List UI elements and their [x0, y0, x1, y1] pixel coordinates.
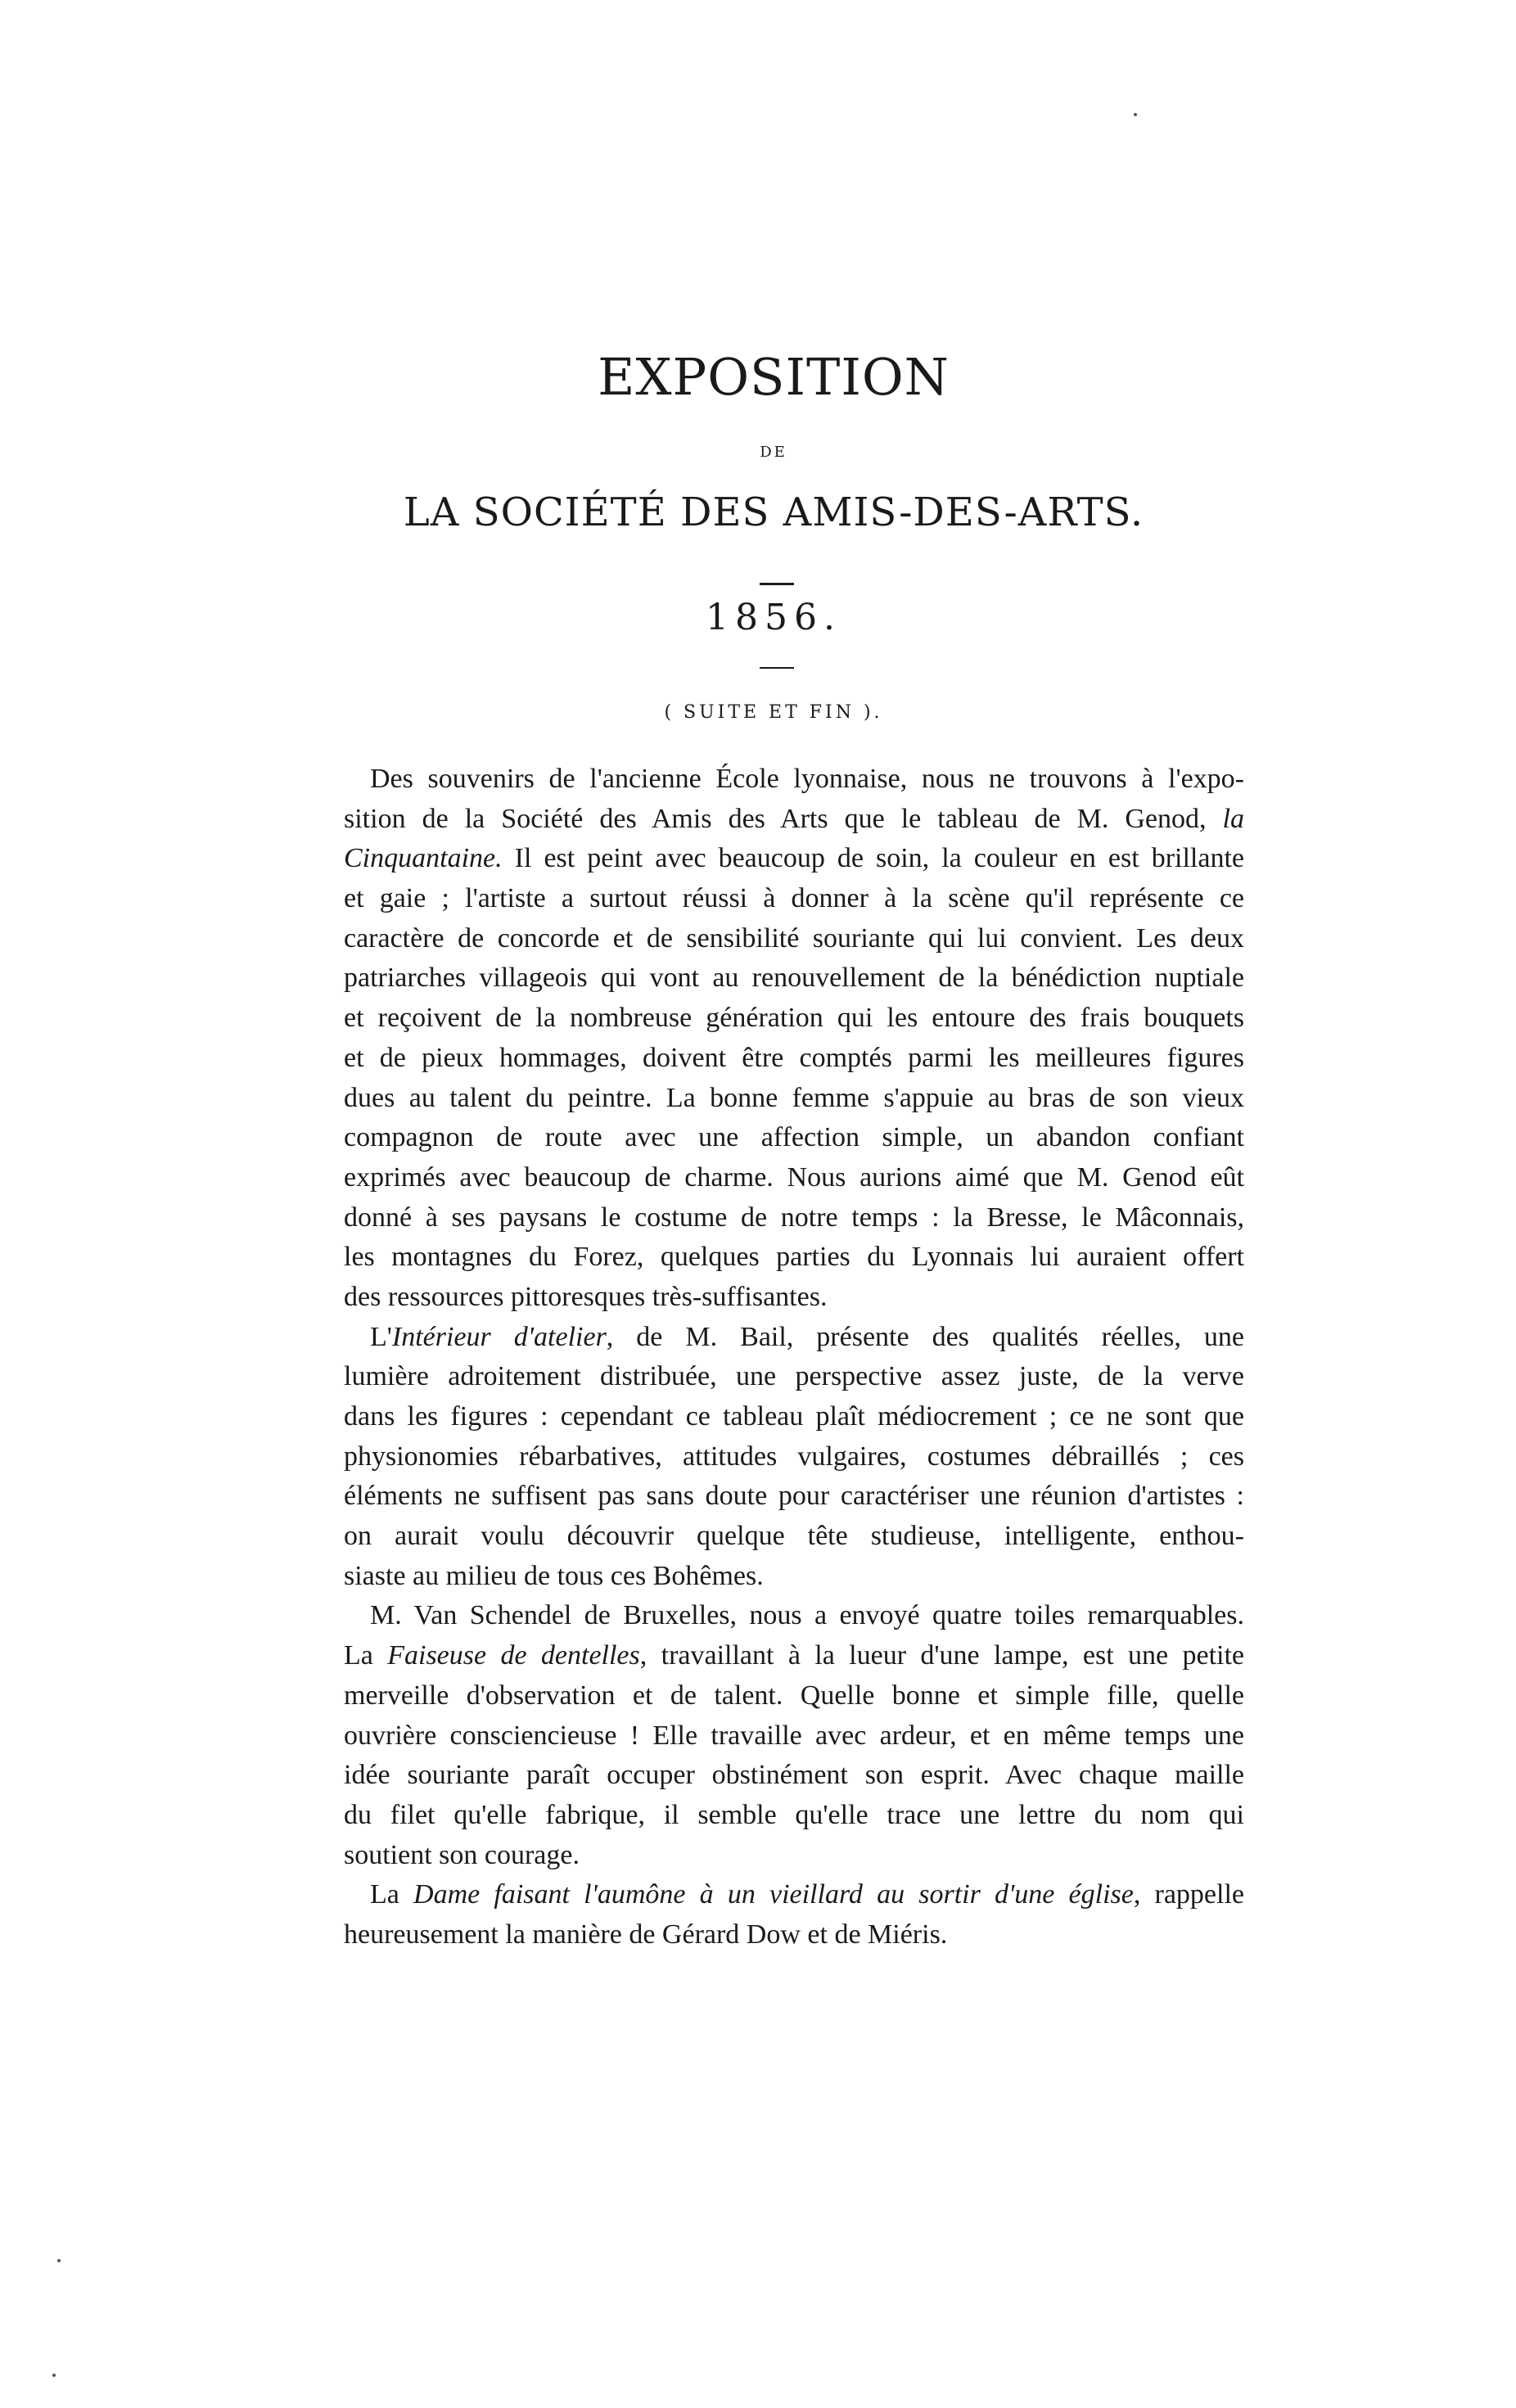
- text-line: dans les figures : cependant ce tableau plaît médiocrement ; ce ne sont que: [344, 1401, 1244, 1432]
- italic-title: la: [1222, 803, 1244, 834]
- text-line: siaste au milieu de tous ces Bohêmes.: [344, 1560, 764, 1591]
- text-line: idée souriante paraît occuper obstinément son esprit. Avec chaque maille: [344, 1760, 1244, 1791]
- text-line: ouvrière consciencieuse ! Elle travaille avec ardeur, et en même temps une: [344, 1720, 1244, 1751]
- text-line: dues au talent du peintre. La bonne femme s'appuie au bras de son vieux: [344, 1082, 1244, 1113]
- divider-rule-top: [760, 583, 794, 585]
- text-line: et reçoivent de la nombreuse génération qui les entoure des frais bouquets: [344, 1003, 1244, 1034]
- text-line: patriarches villageois qui vont au renouvellement de la bénédiction nuptiale: [344, 963, 1244, 994]
- article-body: [344, 760, 1244, 1955]
- italic-title: Cinquantaine.: [344, 843, 503, 874]
- text-line: donné à ses paysans le costume de notre temps : la Bresse, le Mâconnais,: [344, 1202, 1244, 1233]
- text-line: lumière adroitement distribuée, une perspective assez juste, de la verve: [344, 1361, 1244, 1392]
- text-line: L'Intérieur d'atelier, de M. Bail, présente des qualités réelles, une: [370, 1321, 1244, 1352]
- text-line: compagnon de route avec une affection simple, un abandon confiant: [344, 1122, 1244, 1153]
- text-line: heureusement la manière de Gérard Dow et de Miéris.: [344, 1919, 948, 1950]
- text-line: La Dame faisant l'aumône à un vieillard au sortir d'une église, rappelle: [370, 1879, 1244, 1910]
- text-line: et gaie ; l'artiste a surtout réussi à donner à la scène qu'il représente ce: [344, 883, 1244, 914]
- paper-speck: [1134, 113, 1137, 116]
- text-line: du filet qu'elle fabrique, il semble qu'elle trace une lettre du nom qui: [344, 1799, 1244, 1830]
- text-line: et de pieux hommages, doivent être comptés parmi les meilleures figures: [344, 1042, 1244, 1073]
- text-line: des ressources pittoresques très-suffisantes.: [344, 1281, 828, 1312]
- title-connector: DE: [760, 444, 787, 461]
- text-line: les montagnes du Forez, quelques parties du Lyonnais lui auraient offert: [344, 1242, 1244, 1273]
- continuation-note: ( SUITE ET FIN ).: [664, 702, 883, 723]
- year-heading: 1856.: [706, 597, 841, 638]
- paragraph: [344, 1875, 1244, 1955]
- paper-speck: [52, 2374, 56, 2377]
- italic-title: Faiseuse de dentelles: [387, 1640, 640, 1671]
- italic-title: Dame faisant l'aumône à un vieillard au sortir d'une église: [413, 1879, 1134, 1910]
- page-subtitle: LA SOCIÉTÉ DES AMIS-DES-ARTS.: [403, 489, 1144, 535]
- text-line: éléments ne suffisent pas sans doute pour caractériser une réunion d'artistes :: [344, 1481, 1244, 1512]
- text-line: Des souvenirs de l'ancienne École lyonnaise, nous ne trouvons à l'expo-: [370, 764, 1244, 794]
- page-title: EXPOSITION: [598, 347, 950, 407]
- text-line: M. Van Schendel de Bruxelles, nous a envoyé quatre toiles remarquables.: [370, 1600, 1244, 1631]
- text-line: sition de la Société des Amis des Arts que le tableau de M. Genod, la: [344, 803, 1244, 834]
- text-line: soutient son courage.: [344, 1839, 580, 1870]
- divider-rule-bottom: [760, 667, 794, 669]
- paragraph: [344, 1318, 1244, 1597]
- text-line: physionomies rébarbatives, attitudes vulgaires, costumes débraillés ; ces: [344, 1441, 1244, 1472]
- text-line: La Faiseuse de dentelles, travaillant à la lueur d'une lampe, est une petite: [344, 1640, 1245, 1671]
- paragraph: [344, 760, 1244, 1318]
- text-line: merveille d'observation et de talent. Quelle bonne et simple fille, quelle: [344, 1680, 1244, 1711]
- paper-speck: [57, 2259, 61, 2262]
- paragraph: [344, 1596, 1244, 1875]
- italic-title: Intérieur d'atelier: [391, 1321, 607, 1352]
- text-line: Cinquantaine. Il est peint avec beaucoup de soin, la couleur en est brillante: [344, 843, 1244, 874]
- text-line: caractère de concorde et de sensibilité souriante qui lui convient. Les deux: [344, 922, 1244, 954]
- text-line: on aurait voulu découvrir quelque tête studieuse, intelligente, enthou-: [344, 1521, 1244, 1552]
- text-line: exprimés avec beaucoup de charme. Nous aurions aimé que M. Genod eût: [344, 1161, 1244, 1193]
